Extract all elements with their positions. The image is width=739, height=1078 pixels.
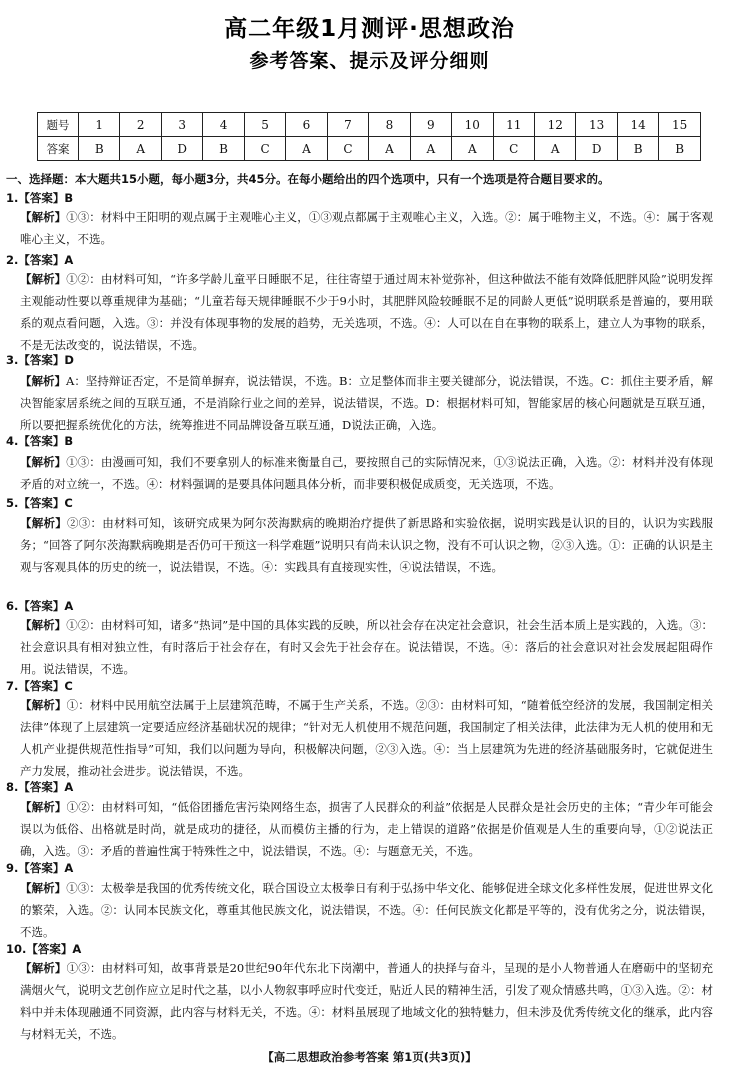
question-number: 9. xyxy=(6,861,19,875)
cell-number: 9 xyxy=(410,113,451,137)
analysis-paragraph xyxy=(20,206,713,250)
question-number: 10. xyxy=(6,942,27,956)
cell-answer: C xyxy=(244,137,285,161)
analysis-tag: 【解析】 xyxy=(20,881,67,895)
answer-value: B xyxy=(64,191,74,205)
answer-tag: 【答案】 xyxy=(18,780,65,794)
cell-number: 12 xyxy=(534,113,575,137)
section-heading: 一、选择题：本大题共15小题，每小题3分，共45分。在每小题给出的四个选项中，只有一个选项是符合题目要求的。 xyxy=(6,172,610,186)
cell-answer: B xyxy=(617,137,658,161)
question-number: 3. xyxy=(6,353,19,367)
analysis-paragraph xyxy=(20,512,713,578)
question-number: 7. xyxy=(6,679,19,693)
analysis-tag: 【解析】 xyxy=(20,698,67,712)
answer-line xyxy=(6,678,73,694)
answer-line xyxy=(6,190,73,206)
answer-value: A xyxy=(64,599,74,613)
analysis-tag: 【解析】 xyxy=(20,618,67,632)
answer-tag: 【答案】 xyxy=(18,253,65,267)
analysis-text: ①②：由材料可知，诸多“热词”是中国的具体实践的反映，所以社会存在决定社会意识，社会生活本质上是实践的，入选。③：社会意识具有相对独立性，有时落后于社会存在，有时又会先于社会存在。说法错误，不选。④：落后的社会意识对社会发展起阻碍作用。说法错误，不选。 xyxy=(20,618,713,676)
analysis-paragraph xyxy=(20,957,713,1045)
analysis-text: ①②：由材料可知，“低俗团播危害污染网络生态，损害了人民群众的利益”依据是人民群众是社会历史的主体；“青少年可能会误以为低俗、出格就是时尚，就是成功的捷径，从而模仿主播的行为，走上错误的道路”依据是价值观是人生的重要向导，①②说法正确，入选。③：矛盾的普遍性寓于特殊性之中，说法错误，不选。④：与题意无关，不选。 xyxy=(20,800,714,858)
answer-tag: 【答案】 xyxy=(18,191,65,205)
analysis-text: ①③：由漫画可知，我们不要拿别人的标准来衡量自己，要按照自己的实际情况来，①③说法正确，入选。②：材料并没有体现矛盾的对立统一，不选。④：材料强调的是要具体问题具体分析，而非要积极促成质变，无关选项，不选。 xyxy=(20,455,713,491)
analysis-paragraph xyxy=(20,694,713,782)
page-title: 高二年级1月测评·思想政治 xyxy=(224,16,515,42)
row-label-number: 题号 xyxy=(38,113,79,137)
answer-tag: 【答案】 xyxy=(18,434,65,448)
answer-tag: 【答案】 xyxy=(18,861,65,875)
analysis-tag: 【解析】 xyxy=(20,210,67,224)
analysis-text: ①③：材料中王阳明的观点属于主观唯心主义，①③观点都属于主观唯心主义，入选。②：属于唯物主义，不选。④：属于客观唯心主义，不选。 xyxy=(20,210,713,246)
question-number: 2. xyxy=(6,253,19,267)
cell-number: 15 xyxy=(659,113,701,137)
cell-answer: A xyxy=(534,137,575,161)
answer-value: D xyxy=(64,353,74,367)
analysis-tag: 【解析】 xyxy=(20,455,67,469)
page-subtitle: 参考答案、提示及评分细则 xyxy=(249,50,490,72)
analysis-tag: 【解析】 xyxy=(20,961,67,975)
cell-number: 7 xyxy=(327,113,368,137)
answer-tag: 【答案】 xyxy=(18,353,65,367)
analysis-paragraph xyxy=(20,268,713,356)
answer-tag: 【答案】 xyxy=(18,679,65,693)
question-number: 5. xyxy=(6,496,19,510)
answer-value: C xyxy=(64,679,73,693)
answer-table xyxy=(37,112,701,161)
cell-answer: D xyxy=(576,137,617,161)
answer-value: A xyxy=(64,780,74,794)
answer-line xyxy=(6,252,73,268)
answer-value: C xyxy=(64,496,73,510)
answer-line xyxy=(6,860,73,876)
cell-answer: B xyxy=(79,137,120,161)
cell-answer: B xyxy=(203,137,244,161)
answer-value: A xyxy=(72,942,82,956)
analysis-text: ①③：太极拳是我国的优秀传统文化，联合国设立太极拳日有利于弘扬中华文化、能够促进全球文化多样性发展，促进世界文化的繁荣，入选。②：认同本民族文化，尊重其他民族文化，说法错误，不选。④：任何民族文化都是平等的，没有优劣之分，说法错误，不选。 xyxy=(20,881,713,939)
question-number: 4. xyxy=(6,434,19,448)
cell-number: 14 xyxy=(617,113,658,137)
row-label-answer: 答案 xyxy=(38,137,79,161)
analysis-text: A：坚持辩证否定，不是简单摒弃，说法错误，不选。B：立足整体而非主要关键部分，说法错误，不选。C：抓住主要矛盾，解决智能家居系统之间的互联互通，不是消除行业之间的差异，说法错误，不选。D：根据材料可知，智能家居的核心问题就是互联互通，所以要把握系统优化的方法，统筹推进不同品牌设备互联互通，D说法正确，入选。 xyxy=(20,374,713,432)
question-number: 8. xyxy=(6,780,19,794)
analysis-tag: 【解析】 xyxy=(20,800,67,814)
cell-answer: A xyxy=(369,137,410,161)
cell-answer: A xyxy=(120,137,161,161)
analysis-paragraph xyxy=(20,370,713,436)
cell-number: 4 xyxy=(203,113,244,137)
answer-tag: 【答案】 xyxy=(18,599,65,613)
answer-value: A xyxy=(64,253,74,267)
answer-line xyxy=(6,352,74,368)
answer-line xyxy=(6,779,73,795)
cell-number: 10 xyxy=(452,113,493,137)
cell-answer: A xyxy=(452,137,493,161)
analysis-paragraph xyxy=(20,614,713,680)
answer-tag: 【答案】 xyxy=(26,942,73,956)
analysis-paragraph xyxy=(20,877,713,943)
answer-row xyxy=(38,137,701,161)
analysis-tag: 【解析】 xyxy=(20,374,67,388)
cell-answer: C xyxy=(327,137,368,161)
analysis-text: ②③：由材料可知，该研究成果为阿尔茨海默病的晚期治疗提供了新思路和实验依据，说明实践是认识的目的，认识为实践服务；“回答了阿尔茨海默病晚期是否仍可干预这一科学难题”说明只有尚未认识之物，没有不可认识之物，②③入选。①：正确的认识是主观与客观具体的历史的统一，说法错误，不选。④：实践具有直接现实性，④说法错误，不选。 xyxy=(20,516,713,574)
cell-answer: D xyxy=(161,137,202,161)
cell-answer: A xyxy=(286,137,327,161)
answer-value: B xyxy=(64,434,74,448)
answer-line xyxy=(6,598,73,614)
question-number: 1. xyxy=(6,191,19,205)
cell-number: 2 xyxy=(120,113,161,137)
answer-value: A xyxy=(64,861,74,875)
cell-number: 6 xyxy=(286,113,327,137)
analysis-tag: 【解析】 xyxy=(20,272,67,286)
page-footer: 【高二思想政治参考答案 第1页(共3页)】 xyxy=(262,1050,477,1064)
question-number-row xyxy=(38,113,701,137)
answer-line xyxy=(6,495,73,511)
analysis-tag: 【解析】 xyxy=(20,516,67,530)
cell-number: 13 xyxy=(576,113,617,137)
cell-number: 5 xyxy=(244,113,285,137)
question-number: 6. xyxy=(6,599,19,613)
analysis-text: ①：材料中民用航空法属于上层建筑范畴，不属于生产关系，不选。②③：由材料可知，“随着低空经济的发展，我国制定相关法律”体现了上层建筑一定要适应经济基础状况的规律；“针对无人机使用不规范问题，我国制定了相关法律，此法律为无人机的使用和无人机产业提供规范性指导”可知，我们以问题为导向，积极解决问题，②③入选。④：当上层建筑为先进的经济基础服务时，它就促进生产力发展，推动社会进步。说法错误，不选。 xyxy=(20,698,714,778)
answer-line xyxy=(6,941,81,957)
cell-number: 8 xyxy=(369,113,410,137)
cell-answer: C xyxy=(493,137,534,161)
cell-number: 3 xyxy=(161,113,202,137)
analysis-text: ①③：由材料可知，故事背景是20世纪90年代东北下岗潮中，普通人的抉择与奋斗，呈现的是小人物普通人在磨砺中的坚韧充满烟火气，说明文艺创作应立足时代之基，以小人物叙事呼应时代变迁，贴近人民的精神生活，引发了观众情感共鸣，①③入选。②：材料中并未体现融通不同资源，此内容与材料无关，不选。④：材料虽展现了地域文化的独特魅力，但未涉及优秀传统文化的继承，此内容与材料无关，不选。 xyxy=(20,961,714,1041)
cell-number: 11 xyxy=(493,113,534,137)
analysis-paragraph xyxy=(20,451,713,495)
answer-tag: 【答案】 xyxy=(18,496,65,510)
analysis-paragraph xyxy=(20,796,713,862)
cell-number: 1 xyxy=(79,113,120,137)
cell-answer: B xyxy=(659,137,701,161)
cell-answer: A xyxy=(410,137,451,161)
analysis-text: ①②：由材料可知，“许多学龄儿童平日睡眠不足，往往寄望于通过周末补觉弥补，但这种做法不能有效降低肥胖风险”说明发挥主观能动性要以尊重规律为基础；“儿童若每天规律睡眠不少于9小时，其肥胖风险较睡眠不足的同龄人更低”说明联系是普遍的，要用联系的观点看问题，入选。③：并没有体现事物的发展的趋势，无关选项，不选。④：人可以在自在事物的联系上，建立人为事物的联系，不是无法改变的，说法错误，不选。 xyxy=(20,272,713,352)
answer-line xyxy=(6,433,73,449)
